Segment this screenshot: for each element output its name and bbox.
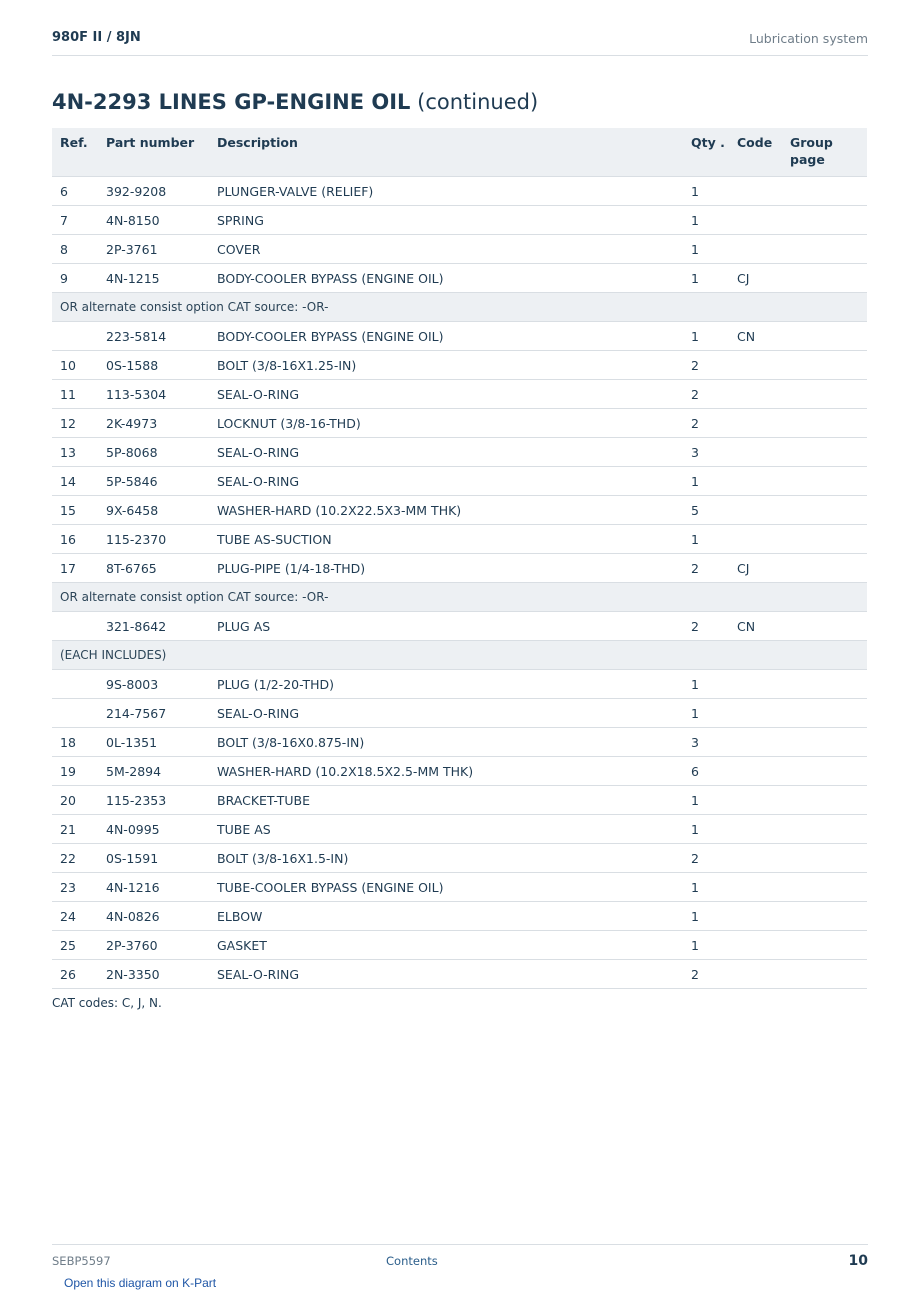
table-row xyxy=(52,322,867,351)
cell-code xyxy=(729,931,782,960)
cell-qty: 1 xyxy=(683,235,729,264)
cell-description: PLUG (1/2-20-THD) xyxy=(209,670,683,699)
column-header-qty: Qty . xyxy=(683,128,729,177)
cell-ref: 12 xyxy=(52,409,98,438)
cell-part-number: 115-2370 xyxy=(98,525,209,554)
column-header-group-page: Group page xyxy=(782,128,867,177)
cell-description: SEAL-O-RING xyxy=(209,960,683,989)
cell-qty: 2 xyxy=(683,380,729,409)
cell-qty: 2 xyxy=(683,351,729,380)
note-text: (EACH INCLUDES) xyxy=(52,641,867,670)
cell-part-number: 9X-6458 xyxy=(98,496,209,525)
cell-part-number: 4N-8150 xyxy=(98,206,209,235)
table-row xyxy=(52,902,867,931)
cell-part-number: 5P-8068 xyxy=(98,438,209,467)
cell-ref: 11 xyxy=(52,380,98,409)
title-main: 4N-2293 LINES GP-ENGINE OIL xyxy=(52,90,411,114)
table-row xyxy=(52,177,867,206)
table-row xyxy=(52,467,867,496)
cell-group-page xyxy=(782,931,867,960)
cell-qty: 2 xyxy=(683,844,729,873)
note-text: OR alternate consist option CAT source: -OR- xyxy=(52,583,867,612)
cell-part-number: 5P-5846 xyxy=(98,467,209,496)
section-name: Lubrication system xyxy=(749,31,868,46)
cell-ref: 25 xyxy=(52,931,98,960)
cell-part-number: 2K-4973 xyxy=(98,409,209,438)
cell-part-number: 0S-1591 xyxy=(98,844,209,873)
cell-qty: 1 xyxy=(683,467,729,496)
cell-group-page xyxy=(782,380,867,409)
table-note-row xyxy=(52,641,867,670)
table-note-row xyxy=(52,583,867,612)
cell-ref: 26 xyxy=(52,960,98,989)
cell-code xyxy=(729,873,782,902)
cell-description: WASHER-HARD (10.2X18.5X2.5-MM THK) xyxy=(209,757,683,786)
cell-part-number: 115-2353 xyxy=(98,786,209,815)
cell-group-page xyxy=(782,409,867,438)
cell-group-page xyxy=(782,873,867,902)
table-header-row xyxy=(52,128,867,177)
column-header-part-number: Part number xyxy=(98,128,209,177)
cell-qty: 3 xyxy=(683,728,729,757)
cell-description: LOCKNUT (3/8-16-THD) xyxy=(209,409,683,438)
cell-code xyxy=(729,960,782,989)
cell-qty: 6 xyxy=(683,757,729,786)
page-footer xyxy=(52,1244,868,1275)
table-row xyxy=(52,844,867,873)
cell-code xyxy=(729,235,782,264)
table-row xyxy=(52,699,867,728)
cell-description: GASKET xyxy=(209,931,683,960)
cell-group-page xyxy=(782,670,867,699)
cell-group-page xyxy=(782,757,867,786)
column-header-code: Code xyxy=(729,128,782,177)
cell-description: TUBE AS-SUCTION xyxy=(209,525,683,554)
cell-part-number: 223-5814 xyxy=(98,322,209,351)
cell-group-page xyxy=(782,844,867,873)
cell-ref: 24 xyxy=(52,902,98,931)
cell-description: SEAL-O-RING xyxy=(209,467,683,496)
document-id: SEBP5597 xyxy=(52,1254,111,1268)
table-row xyxy=(52,438,867,467)
cell-code xyxy=(729,902,782,931)
cell-description: WASHER-HARD (10.2X22.5X3-MM THK) xyxy=(209,496,683,525)
cell-description: BOLT (3/8-16X1.25-IN) xyxy=(209,351,683,380)
page-header xyxy=(52,28,868,56)
cell-qty: 1 xyxy=(683,525,729,554)
cell-group-page xyxy=(782,467,867,496)
cell-part-number: 2P-3760 xyxy=(98,931,209,960)
cell-code xyxy=(729,728,782,757)
cell-part-number: 2P-3761 xyxy=(98,235,209,264)
cell-description: SEAL-O-RING xyxy=(209,699,683,728)
cell-group-page xyxy=(782,351,867,380)
cell-description: BODY-COOLER BYPASS (ENGINE OIL) xyxy=(209,322,683,351)
cell-code xyxy=(729,206,782,235)
cell-ref: 20 xyxy=(52,786,98,815)
cell-code xyxy=(729,525,782,554)
cell-code xyxy=(729,467,782,496)
cell-ref: 22 xyxy=(52,844,98,873)
table-row xyxy=(52,554,867,583)
cell-code: CN xyxy=(729,322,782,351)
cell-part-number: 5M-2894 xyxy=(98,757,209,786)
note-text: OR alternate consist option CAT source: -OR- xyxy=(52,293,867,322)
cell-part-number: 4N-1215 xyxy=(98,264,209,293)
parts-table-body xyxy=(52,177,867,989)
cell-group-page xyxy=(782,786,867,815)
title-suffix: (continued) xyxy=(417,90,539,114)
cell-part-number: 4N-1216 xyxy=(98,873,209,902)
cell-code xyxy=(729,438,782,467)
cell-ref xyxy=(52,322,98,351)
cell-qty: 1 xyxy=(683,264,729,293)
cell-ref: 7 xyxy=(52,206,98,235)
cell-ref xyxy=(52,670,98,699)
cell-group-page xyxy=(782,525,867,554)
cell-qty: 1 xyxy=(683,177,729,206)
cell-code xyxy=(729,496,782,525)
cell-qty: 2 xyxy=(683,554,729,583)
cell-part-number: 8T-6765 xyxy=(98,554,209,583)
cell-part-number: 4N-0826 xyxy=(98,902,209,931)
cell-description: PLUG-PIPE (1/4-18-THD) xyxy=(209,554,683,583)
cell-description: BOLT (3/8-16X1.5-IN) xyxy=(209,844,683,873)
cell-ref: 18 xyxy=(52,728,98,757)
cell-code xyxy=(729,786,782,815)
cell-ref: 14 xyxy=(52,467,98,496)
cell-ref: 15 xyxy=(52,496,98,525)
cell-group-page xyxy=(782,322,867,351)
cell-qty: 1 xyxy=(683,873,729,902)
cell-code xyxy=(729,757,782,786)
cell-description: COVER xyxy=(209,235,683,264)
cell-code xyxy=(729,177,782,206)
cell-group-page xyxy=(782,612,867,641)
cat-codes-note: CAT codes: C, J, N. xyxy=(52,996,162,1010)
kpart-diagram-link[interactable]: Open this diagram on K-Part xyxy=(64,1276,217,1290)
cell-group-page xyxy=(782,960,867,989)
cell-code xyxy=(729,815,782,844)
machine-model: 980F II / 8JN xyxy=(52,30,141,45)
cell-group-page xyxy=(782,177,867,206)
table-row xyxy=(52,235,867,264)
cell-part-number: 2N-3350 xyxy=(98,960,209,989)
column-header-ref: Ref. xyxy=(52,128,98,177)
cell-description: BOLT (3/8-16X0.875-IN) xyxy=(209,728,683,757)
cell-ref: 23 xyxy=(52,873,98,902)
cell-description: SPRING xyxy=(209,206,683,235)
cell-group-page xyxy=(782,902,867,931)
cell-qty: 1 xyxy=(683,322,729,351)
cell-part-number: 0L-1351 xyxy=(98,728,209,757)
cell-part-number: 392-9208 xyxy=(98,177,209,206)
cell-qty: 1 xyxy=(683,699,729,728)
cell-part-number: 0S-1588 xyxy=(98,351,209,380)
cell-ref: 16 xyxy=(52,525,98,554)
cell-ref: 6 xyxy=(52,177,98,206)
cell-qty: 2 xyxy=(683,612,729,641)
cell-ref: 9 xyxy=(52,264,98,293)
cell-group-page xyxy=(782,206,867,235)
cell-ref: 13 xyxy=(52,438,98,467)
cell-ref: 21 xyxy=(52,815,98,844)
table-row xyxy=(52,757,867,786)
cell-ref: 8 xyxy=(52,235,98,264)
cell-part-number: 4N-0995 xyxy=(98,815,209,844)
cell-code xyxy=(729,699,782,728)
table-row xyxy=(52,728,867,757)
cell-qty: 1 xyxy=(683,670,729,699)
table-row xyxy=(52,612,867,641)
table-row xyxy=(52,206,867,235)
parts-table xyxy=(52,128,867,989)
cell-description: SEAL-O-RING xyxy=(209,380,683,409)
cell-code xyxy=(729,351,782,380)
cell-qty: 1 xyxy=(683,786,729,815)
cell-description: PLUG AS xyxy=(209,612,683,641)
cell-qty: 1 xyxy=(683,815,729,844)
cell-qty: 1 xyxy=(683,931,729,960)
cell-ref: 10 xyxy=(52,351,98,380)
cell-qty: 3 xyxy=(683,438,729,467)
table-row xyxy=(52,960,867,989)
table-row xyxy=(52,670,867,699)
cell-code xyxy=(729,670,782,699)
cell-group-page xyxy=(782,438,867,467)
contents-link[interactable]: Contents xyxy=(386,1254,438,1268)
table-row xyxy=(52,815,867,844)
cell-code: CN xyxy=(729,612,782,641)
cell-qty: 5 xyxy=(683,496,729,525)
table-row xyxy=(52,264,867,293)
table-row xyxy=(52,409,867,438)
cell-description: TUBE AS xyxy=(209,815,683,844)
cell-code: CJ xyxy=(729,264,782,293)
cell-description: BODY-COOLER BYPASS (ENGINE OIL) xyxy=(209,264,683,293)
table-row xyxy=(52,351,867,380)
cell-part-number: 214-7567 xyxy=(98,699,209,728)
table-row xyxy=(52,525,867,554)
cell-description: SEAL-O-RING xyxy=(209,438,683,467)
cell-code xyxy=(729,409,782,438)
table-row xyxy=(52,931,867,960)
cell-description: TUBE-COOLER BYPASS (ENGINE OIL) xyxy=(209,873,683,902)
cell-ref xyxy=(52,699,98,728)
cell-qty: 1 xyxy=(683,902,729,931)
cell-qty: 1 xyxy=(683,206,729,235)
cell-group-page xyxy=(782,264,867,293)
table-row xyxy=(52,496,867,525)
cell-part-number: 113-5304 xyxy=(98,380,209,409)
cell-description: PLUNGER-VALVE (RELIEF) xyxy=(209,177,683,206)
cell-part-number: 321-8642 xyxy=(98,612,209,641)
cell-qty: 2 xyxy=(683,409,729,438)
cell-ref: 19 xyxy=(52,757,98,786)
cell-description: ELBOW xyxy=(209,902,683,931)
cell-qty: 2 xyxy=(683,960,729,989)
cell-code xyxy=(729,380,782,409)
table-note-row xyxy=(52,293,867,322)
table-row xyxy=(52,380,867,409)
page-title xyxy=(52,90,538,114)
page-number: 10 xyxy=(848,1253,868,1269)
cell-part-number: 9S-8003 xyxy=(98,670,209,699)
cell-group-page xyxy=(782,554,867,583)
table-row xyxy=(52,873,867,902)
cell-ref: 17 xyxy=(52,554,98,583)
cell-ref xyxy=(52,612,98,641)
cell-code: CJ xyxy=(729,554,782,583)
table-row xyxy=(52,786,867,815)
cell-group-page xyxy=(782,699,867,728)
cell-group-page xyxy=(782,496,867,525)
cell-group-page xyxy=(782,235,867,264)
column-header-description: Description xyxy=(209,128,683,177)
cell-code xyxy=(729,844,782,873)
cell-description: BRACKET-TUBE xyxy=(209,786,683,815)
cell-group-page xyxy=(782,728,867,757)
cell-group-page xyxy=(782,815,867,844)
